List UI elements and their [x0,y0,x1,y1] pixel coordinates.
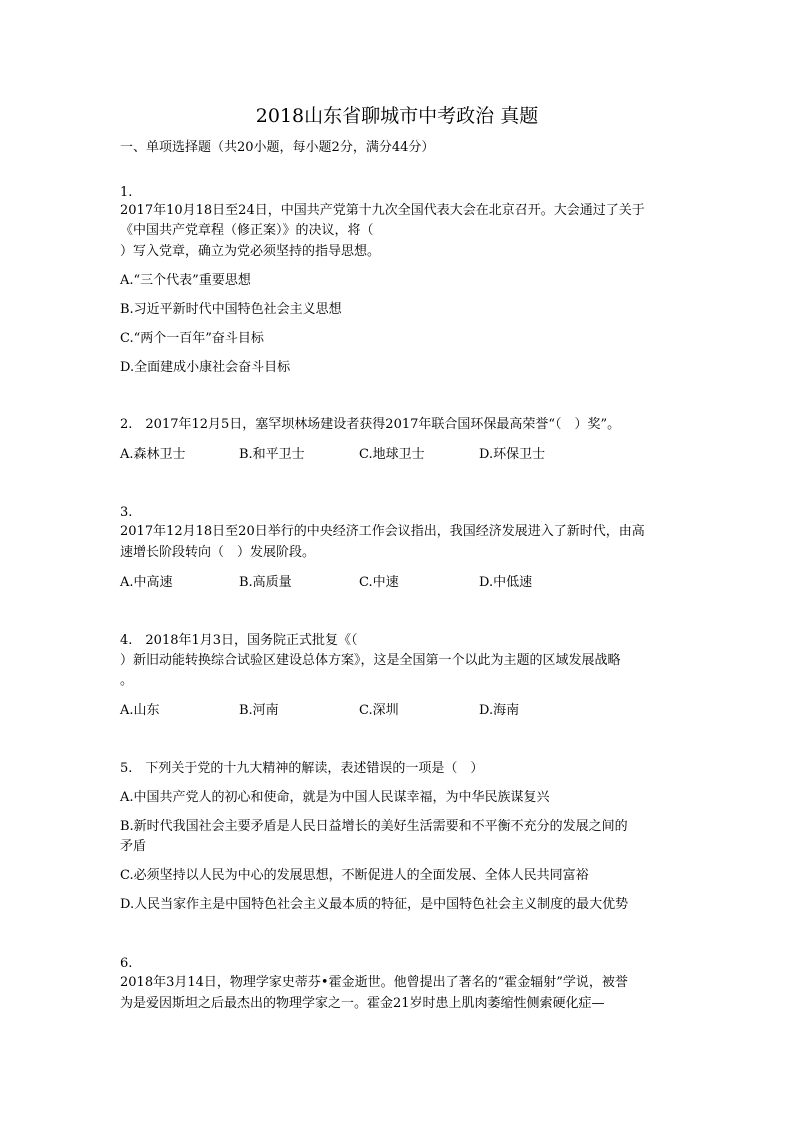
question-3-option-b: B.高质量 [239,575,292,590]
question-2-option-b: B.和平卫士 [239,447,305,462]
question-4-option-a: A.山东 [120,703,160,718]
question-5-option-b-line-2: 矛盾 [120,839,147,854]
question-5-option-b-line-1: B.新时代我国社会主要矛盾是人民日益增长的美好生活需要和不平衡不充分的发展之间的 [120,819,628,834]
question-3-option-d: D.中低速 [479,575,533,590]
question-1-stem-line-3: ）写入党章，确立为党必须坚持的指导思想。 [120,244,381,259]
question-4-option-c: C.深圳 [359,703,399,718]
question-1-option-a: A.“三个代表”重要思想 [120,273,251,288]
question-4-stem-line-3: 。 [120,673,134,688]
question-4-stem-line-1: 4. 2018年1月3日，国务院正式批复《（ [120,633,358,648]
question-5-option-a: A.中国共产党人的初心和使命，就是为中国人民谋幸福，为中华民族谋复兴 [120,790,550,805]
question-3-stem-line-2: 速增长阶段转向（ ）发展阶段。 [120,545,316,560]
question-3-option-a: A.中高速 [120,575,173,590]
section-heading: 一、单项选择题（共20小题，每小题2分，满分44分） [120,140,435,155]
question-5-stem: 5. 下列关于党的十九大精神的解读，表述错误的一项是（ ） [120,761,484,776]
question-4-option-d: D.海南 [479,703,520,718]
question-1-option-d: D.全面建成小康社会奋斗目标 [120,360,291,375]
question-1-option-c: C.“两个一百年”奋斗目标 [120,331,264,346]
question-3-number: 3. [120,505,133,520]
question-1-number: 1. [120,185,133,200]
question-2-option-c: C.地球卫士 [359,447,425,462]
question-5-option-c: C.必须坚持以人民为中心的发展思想，不断促进人的全面发展、全体人民共同富裕 [120,868,589,883]
question-3-stem-line-1: 2017年12月18日至20日举行的中央经济工作会议指出，我国经济发展进入了新时代，由高 [120,524,645,539]
question-1-stem-line-1: 2017年10月18日至24日，中国共产党第十九次全国代表大会在北京召开。大会通过了关于 [120,203,645,218]
question-6-stem-line-2: 为是爱因斯坦之后最杰出的物理学家之一。霍金21岁时患上肌肉萎缩性侧索硬化症— [120,996,605,1011]
question-5-option-d: D.人民当家作主是中国特色社会主义最本质的特征，是中国特色社会主义制度的最大优势 [120,897,629,912]
question-2-option-a: A.森林卫士 [120,447,186,462]
page-title: 2018山东省聊城市中考政治 真题 [255,105,539,127]
question-1-option-b: B.习近平新时代中国特色社会主义思想 [120,302,342,317]
question-3-option-c: C.中速 [359,575,399,590]
question-1-stem-line-2: 《中国共产党章程（修正案）》的决议，将（ [120,223,374,238]
question-2-stem: 2. 2017年12月5日，塞罕坝林场建设者获得2017年联合国环保最高荣誉“（ ）奖”。 [120,417,621,432]
question-2-option-d: D.环保卫士 [479,447,546,462]
question-4-option-b: B.河南 [239,703,279,718]
question-6-number: 6. [120,956,133,971]
question-4-stem-line-2: ）新旧动能转换综合试验区建设总体方案》，这是全国第一个以此为主题的区域发展战略 [120,653,621,668]
question-6-stem-line-1: 2018年3月14日，物理学家史蒂芬•霍金逝世。他曾提出了著名的“霍金辐射”学说，被誉 [120,975,628,990]
